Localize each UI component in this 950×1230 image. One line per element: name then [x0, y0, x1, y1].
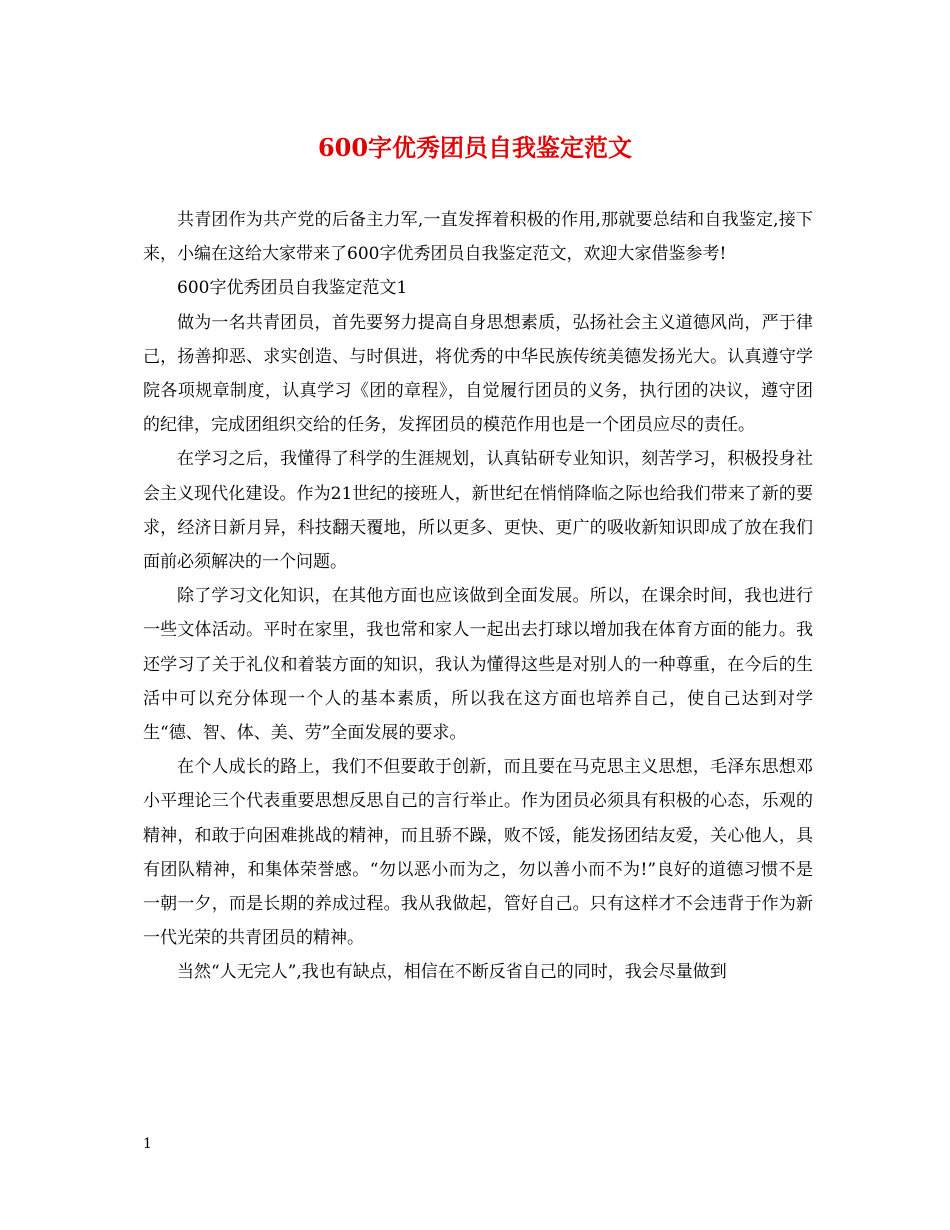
body-paragraph: 除了学习文化知识，在其他方面也应该做到全面发展。所以，在课余时间，我也进行一些文体活动。平时在家里，我也常和家人一起出去打球以增加我在体育方面的能力。我还学习了关于礼仪和着装方面的知识，我认为懂得这些是对别人的一种尊重，在今后的生活中可以充分体现一个人的基本素质，所以我在这方面也培养自己，使自己达到对学生“德、智、体、美、劳”全面发展的要求。 [143, 586, 813, 744]
body-paragraph: 在个人成长的路上，我们不但要敢于创新，而且要在马克思主义思想，毛泽东思想邓小平理论三个代表重要思想反思自己的言行举止。作为团员必须具有积极的心态，乐观的精神，和敢于向困难挑战的精神，而且骄不躁，败不馁，能发扬团结友爱，关心他人，具有团队精神，和集体荣誉感。“勿以恶小而为之，勿以善小而不为!”良好的道德习惯不是一朝一夕，而是长期的养成过程。我从我做起，管好自己。只有这样才不会违背于作为新一代光荣的共青团员的精神。 [143, 757, 813, 949]
section-heading: 600字优秀团员自我鉴定范文1 [177, 278, 408, 299]
body-paragraph: 做为一名共青团员，首先要努力提高自身思想素质，弘扬社会主义道德风尚，严于律己，扬善抑恶、求实创造、与时俱进，将优秀的中华民族传统美德发扬光大。认真遵守学院各项规章制度，认真学习《团的章程》，自觉履行团员的义务，执行团的决议，遵守团的纪律，完成团组织交给的任务，发挥团员的模范作用也是一个团员应尽的责任。 [143, 312, 813, 436]
body-paragraph: 当然“人无完人”,我也有缺点，相信在不断反省自己的同时，我会尽量做到 [177, 962, 727, 983]
intro-paragraph: 共青团作为共产党的后备主力军,一直发挥着积极的作用,那就要总结和自我鉴定,接下来，小编在这给大家带来了600字优秀团员自我鉴定范文，欢迎大家借鉴参考! [143, 210, 813, 265]
document-body [143, 203, 813, 990]
page-title: 600字优秀团员自我鉴定范文 [317, 133, 633, 162]
page-number: 1 [143, 1136, 152, 1152]
body-paragraph: 在学习之后，我懂得了科学的生涯规划，认真钻研专业知识，刻苦学习，积极投身社会主义现代化建设。作为21世纪的接班人，新世纪在悄悄降临之际也给我们带来了新的要求，经济日新月异，科技翻天覆地，所以更多、更快、更广的吸收新知识即成了放在我们面前必须解决的一个问题。 [143, 449, 813, 573]
